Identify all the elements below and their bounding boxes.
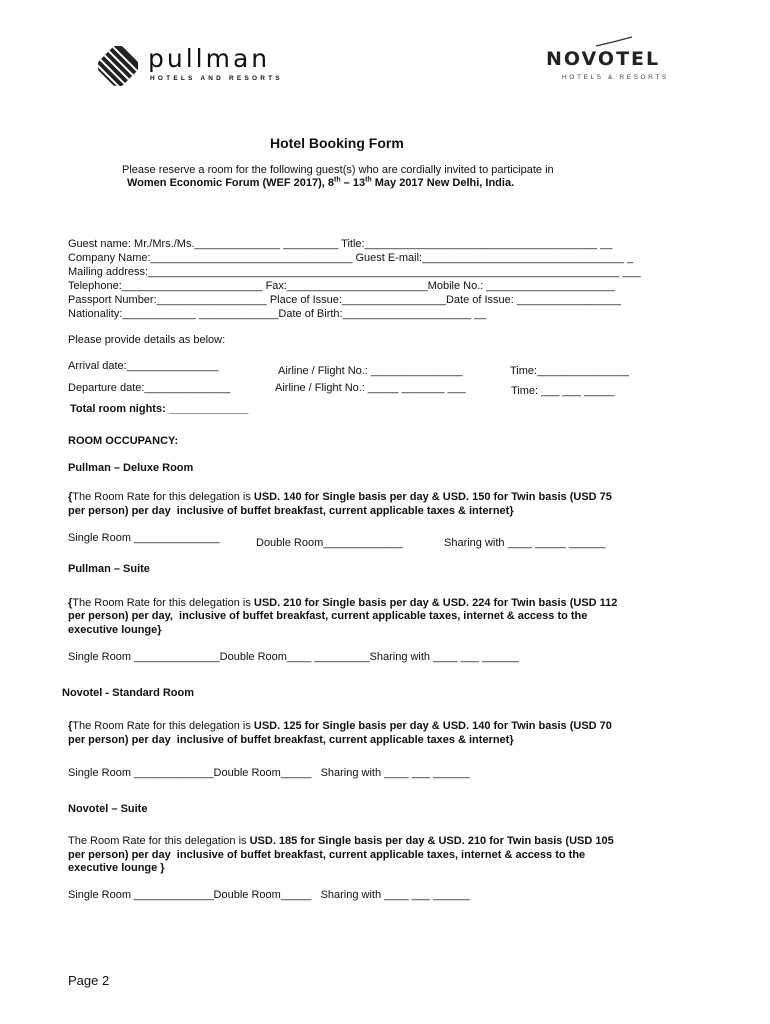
departure-time-field[interactable]: Time: ___ ___ _____ [511,385,615,397]
arrival-flight-field[interactable]: Airline / Flight No.: _______________ [278,365,463,377]
guest-name-field[interactable]: Guest name: Mr./Mrs./Ms.______________ _________ Title:______________________________________ __ [68,238,613,250]
pullman-deluxe-heading: Pullman – Deluxe Room [68,462,194,474]
intro-event: Women Economic Forum (WEF 2017), 8 [127,177,334,189]
pullman-suite-occupancy-fields[interactable]: Single Room ______________Double Room____ _________Sharing with ____ ___ ______ [68,651,519,663]
mailing-address-field[interactable]: Mailing address:_____________________________________________________________________________ ___ [68,266,641,278]
brace-open: { [68,597,73,609]
rate-amount: USD. 125 for Single basis per day & USD. 140 for Twin basis (USD 70 [253,720,612,732]
pullman-emblem-icon [98,46,138,86]
nationality-field[interactable]: Nationality:____________ _____________Date of Birth:_____________________ __ [68,308,487,320]
provide-details-label: Please provide details as below: [68,334,226,346]
rate-amount: USD. 185 for Single basis per day & USD. 210 for Twin basis (USD 105 [249,835,614,847]
pullman-deluxe-rate-line-1 [68,491,612,503]
company-name-field[interactable]: Company Name:_________________________________ Guest E-mail:_________________________________ _ [68,252,634,264]
novotel-logo-subtitle: HOTELS & RESORTS [562,74,669,81]
intro-sup-1: th [334,176,341,184]
pullman-deluxe-double-field[interactable]: Double Room_____________ [256,537,403,549]
novotel-standard-heading: Novotel - Standard Room [62,687,195,699]
novotel-suite-rate-line-3: executive lounge } [68,862,165,874]
departure-date-field[interactable]: Departure date:______________ [68,382,231,394]
intro-line-2 [127,177,514,189]
novotel-swoosh-icon [594,36,634,48]
novotel-logo-text: NOVOTEL [546,48,661,70]
intro-line-1: Please reserve a room for the following guest(s) who are cordially invited to participate in [122,164,554,176]
arrival-time-field[interactable]: Time:_______________ [510,365,629,377]
brace-open: { [68,720,73,732]
pullman-suite-rate-line-2: per person) per day, inclusive of buffet breakfast, current applicable taxes, internet & access to the [68,610,588,622]
pullman-deluxe-rate-line-2: per person) per day inclusive of buffet breakfast, current applicable taxes & internet} [68,505,514,517]
novotel-standard-occupancy-fields[interactable]: Single Room _____________Double Room_____ Sharing with ____ ___ ______ [68,767,470,779]
pullman-suite-rate-line-1 [68,597,617,609]
novotel-suite-rate-line-1 [68,835,614,847]
novotel-suite-occupancy-fields[interactable]: Single Room _____________Double Room_____ Sharing with ____ ___ ______ [68,889,470,901]
room-occupancy-heading: ROOM OCCUPANCY: [68,435,179,447]
novotel-standard-rate-line-1 [68,720,612,732]
pullman-logo [98,46,328,88]
rate-amount: USD. 210 for Single basis per day & USD. 224 for Twin basis (USD 112 [253,597,618,609]
intro-event-mid: – 13 [340,177,366,189]
rate-prefix: The Room Rate for this delegation is [72,720,254,732]
telephone-field[interactable]: Telephone:_______________________ Fax:_______________________Mobile No.: _____________________ [68,280,615,292]
rate-prefix: The Room Rate for this delegation is [72,491,254,503]
novotel-standard-rate-line-2: per person) per day inclusive of buffet breakfast, current applicable taxes & internet} [68,734,514,746]
departure-flight-field[interactable]: Airline / Flight No.: _____ _______ ___ [275,382,466,394]
pullman-logo-text: pullman [148,44,271,73]
novotel-suite-rate-line-2: per person) per day inclusive of buffet breakfast, current applicable taxes, internet & access to the [68,849,586,861]
total-nights-field[interactable]: Total room nights: _____________ [70,403,249,415]
pullman-logo-subtitle: HOTELS AND RESORTS [150,75,283,82]
pullman-suite-rate-line-3: executive lounge} [68,624,162,636]
rate-amount: USD. 140 for Single basis per day & USD. 150 for Twin basis (USD 75 [253,491,612,503]
page-title: Hotel Booking Form [270,135,404,151]
page-number: Page 2 [68,973,110,988]
pullman-deluxe-sharing-field[interactable]: Sharing with ____ _____ ______ [444,537,606,549]
rate-prefix: The Room Rate for this delegation is [72,597,254,609]
novotel-suite-heading: Novotel – Suite [68,803,148,815]
pullman-deluxe-single-field[interactable]: Single Room ______________ [68,532,220,544]
passport-field[interactable]: Passport Number:__________________ Place of Issue:_________________Date of Issue: _________________ [68,294,621,306]
arrival-date-field[interactable]: Arrival date:_______________ [68,360,219,372]
intro-event-end: May 2017 New Delhi, India. [371,177,515,189]
brace-open: { [68,491,73,503]
pullman-suite-heading: Pullman – Suite [68,563,150,575]
novotel-logo [544,36,684,82]
intro-sup-2: th [365,176,372,184]
rate-prefix: The Room Rate for this delegation is [68,835,250,847]
